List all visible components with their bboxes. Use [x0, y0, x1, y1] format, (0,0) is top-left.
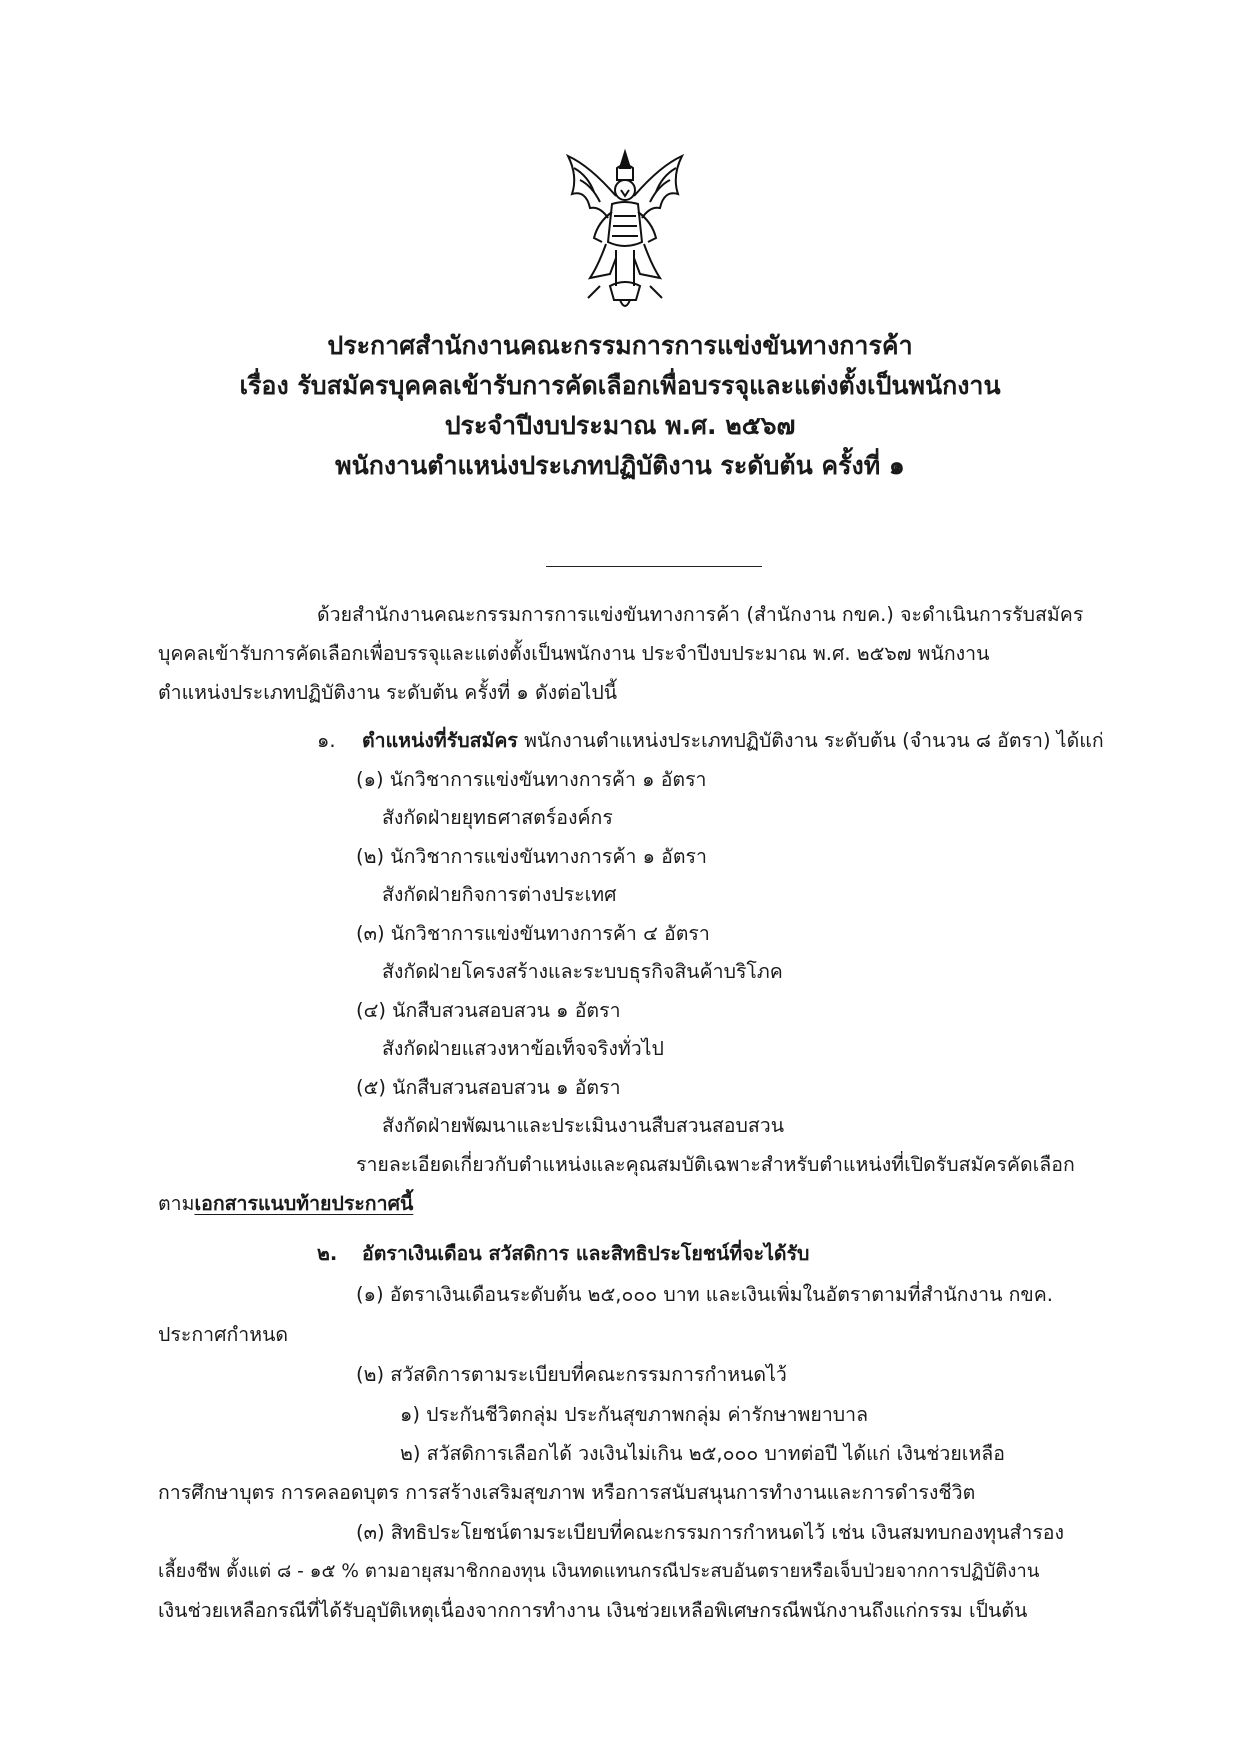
intro-line-2: บุคคลเข้ารับการคัดเลือกเพื่อบรรจุและแต่งตั้งเป็นพนักงาน ประจำปีงบประมาณ พ.ศ. ๒๕๖๗ พนักงาน — [158, 642, 990, 665]
section1-detail-line-1: รายละเอียดเกี่ยวกับตำแหน่งและคุณสมบัติเฉพาะสำหรับตำแหน่งที่เปิดรับสมัครคัดเลือก — [356, 1153, 1075, 1176]
attachment-reference: เอกสารแนบท้ายประกาศนี้ — [194, 1192, 414, 1215]
position-4-dept: สังกัดฝ่ายแสวงหาข้อเท็จจริงทั่วไป — [382, 1037, 664, 1060]
header-subject-line: เรื่อง รับสมัครบุคคลเข้ารับการคัดเลือกเพื่อบรรจุและแต่งตั้งเป็นพนักงาน — [239, 371, 1001, 400]
position-3-dept: สังกัดฝ่ายโครงสร้างและระบบธุรกิจสินค้าบริโภค — [382, 960, 783, 983]
title-divider — [546, 566, 762, 567]
section2-item2-sub-a: ๑) ประกันชีวิตกลุ่ม ประกันสุขภาพกลุ่ม ค่ารักษาพยาบาล — [400, 1403, 869, 1426]
section2-item3-line-2: เลี้ยงชีพ ตั้งแต่ ๘ - ๑๕ % ตามอายุสมาชิกกองทุน เงินทดแทนกรณีประสบอันตรายหรือเจ็บป่วยจากการปฏิบัติงาน — [158, 1561, 1040, 1582]
section2-item3-line-3: เงินช่วยเหลือกรณีที่ได้รับอุบัติเหตุเนื่องจากการทำงาน เงินช่วยเหลือพิเศษกรณีพนักงานถึงแก่กรรม เป็นต้น — [158, 1599, 1028, 1622]
section2-item2-sub-b-line-2: การศึกษาบุตร การคลอดบุตร การสร้างเสริมสุขภาพ หรือการสนับสนุนการทำงานและการดำรงชีวิต — [158, 1481, 976, 1504]
garuda-emblem-icon — [560, 146, 690, 316]
position-5-title: (๕) นักสืบสวนสอบสวน ๑ อัตรา — [356, 1076, 621, 1099]
section1-heading-rest: พนักงานตำแหน่งประเภทปฏิบัติงาน ระดับต้น (จำนวน ๘ อัตรา) ได้แก่ — [517, 729, 1104, 752]
section2-item1-line-2: ประกาศกำหนด — [158, 1323, 289, 1346]
section2-item2-line-1: (๒) สวัสดิการตามระเบียบที่คณะกรรมการกำหนดไว้ — [356, 1363, 787, 1386]
position-4-title: (๔) นักสืบสวนสอบสวน ๑ อัตรา — [356, 999, 621, 1022]
section2-number: ๒. — [317, 1242, 338, 1265]
position-2-dept: สังกัดฝ่ายกิจการต่างประเทศ — [382, 883, 617, 906]
section1-detail-line-2 — [158, 1189, 413, 1219]
header-position-line: พนักงานตำแหน่งประเภทปฏิบัติงาน ระดับต้น ครั้งที่ ๑ — [335, 451, 905, 480]
section2-item3-line-1: (๓) สิทธิประโยชน์ตามระเบียบที่คณะกรรมการกำหนดไว้ เช่น เงินสมทบกองทุนสำรอง — [356, 1521, 1065, 1544]
position-2-title: (๒) นักวิชาการแข่งขันทางการค้า ๑ อัตรา — [356, 845, 707, 868]
intro-line-1: ด้วยสำนักงานคณะกรรมการการแข่งขันทางการค้า (สำนักงาน กขค.) จะดำเนินการรับสมัคร — [317, 603, 1084, 626]
position-1-dept: สังกัดฝ่ายยุทธศาสตร์องค์กร — [382, 806, 613, 829]
intro-line-3: ตำแหน่งประเภทปฏิบัติงาน ระดับต้น ครั้งที่ ๑ ดังต่อไปนี้ — [158, 681, 618, 704]
position-5-dept: สังกัดฝ่ายพัฒนาและประเมินงานสืบสวนสอบสวน — [382, 1114, 785, 1137]
position-1-title: (๑) นักวิชาการแข่งขันทางการค้า ๑ อัตรา — [356, 768, 707, 791]
section2-item2-sub-b-line-1: ๒) สวัสดิการเลือกได้ วงเงินไม่เกิน ๒๕,๐๐๐ บาทต่อปี ได้แก่ เงินช่วยเหลือ — [400, 1442, 1005, 1465]
section1-heading: ตำแหน่งที่รับสมัคร — [362, 729, 518, 752]
section1-number: ๑. — [317, 729, 336, 752]
header-fiscal-year-line: ประจำปีงบประมาณ พ.ศ. ๒๕๖๗ — [444, 411, 796, 440]
detail-prefix: ตาม — [158, 1192, 195, 1215]
header-title-line-1: ประกาศสำนักงานคณะกรรมการการแข่งขันทางการค้า — [327, 331, 913, 360]
section2-item1-line-1: (๑) อัตราเงินเดือนระดับต้น ๒๕,๐๐๐ บาท และเงินเพิ่มในอัตราตามที่สำนักงาน กขค. — [356, 1283, 1053, 1306]
section2-heading: อัตราเงินเดือน สวัสดิการ และสิทธิประโยชน์ที่จะได้รับ — [362, 1242, 810, 1265]
position-3-title: (๓) นักวิชาการแข่งขันทางการค้า ๔ อัตรา — [356, 922, 710, 945]
section1-heading-line — [362, 726, 1104, 756]
